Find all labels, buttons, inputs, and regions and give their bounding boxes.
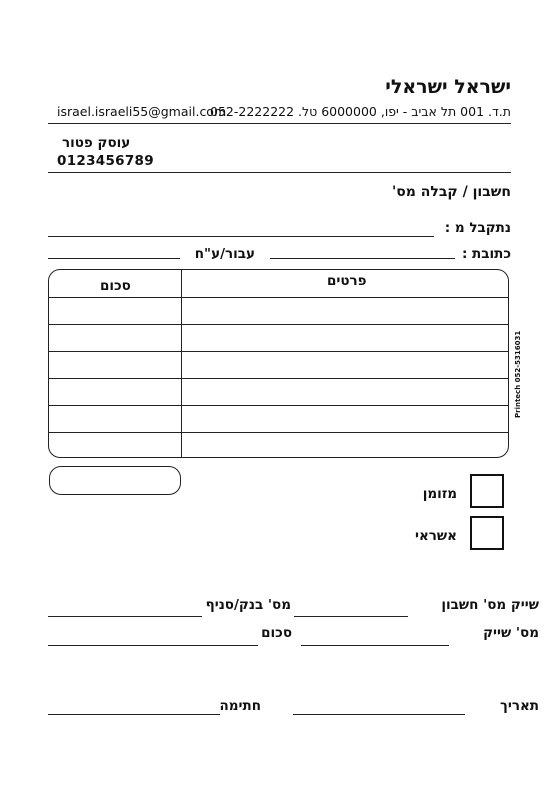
table-row [49,351,508,352]
table-row [49,405,508,406]
date-label: תאריך [500,698,539,714]
bank-branch-line[interactable] [48,616,202,617]
document-title: חשבון / קבלה מס' [392,184,511,200]
header-details: פרטים [327,273,367,289]
cheque-amount-label: סכום [261,625,292,641]
header-amount: סכום [100,278,131,294]
total-amount-box[interactable] [49,466,181,495]
items-table [48,269,509,458]
credit-label: אשראי [415,528,457,544]
address-line[interactable] [270,258,455,259]
exempt-divider [48,172,511,173]
bank-branch-label: מס' בנק/סניף [205,597,291,613]
attorney-label: עבור/ע"ח [194,246,255,262]
received-from-line[interactable] [48,236,434,237]
table-row [49,324,508,325]
signature-line[interactable] [48,714,220,715]
attorney-line[interactable] [48,258,180,259]
signature-label: חתימה [219,698,261,714]
received-from-label: נתקבל מ : [444,220,511,236]
business-address: ת.ד. 001 תל אביב - יפו, 6000000 טל. 052-2222222 [210,104,511,119]
exempt-dealer-label: עוסק פטור [62,135,131,151]
cheque-number-line[interactable] [301,645,449,646]
cash-label: מזומן [422,486,457,502]
exempt-dealer-number: 0123456789 [57,153,154,169]
date-line[interactable] [293,714,465,715]
credit-checkbox[interactable] [470,516,504,550]
table-row [49,297,508,298]
printer-credit: Printech 052-5316031 [514,330,522,418]
cheque-account-label: שייק מס' חשבון [441,597,539,613]
address-label: כתובת : [461,246,511,262]
business-email: israel.israeli55@gmail.com [57,104,227,119]
cheque-amount-line[interactable] [48,645,258,646]
cheque-account-line[interactable] [294,616,408,617]
business-name: ישראל ישראלי [385,76,511,98]
cash-checkbox[interactable] [470,474,504,508]
column-separator [181,270,182,457]
table-row [49,378,508,379]
header-divider [48,123,511,124]
table-row [49,432,508,433]
cheque-number-label: מס' שייק [483,625,539,641]
